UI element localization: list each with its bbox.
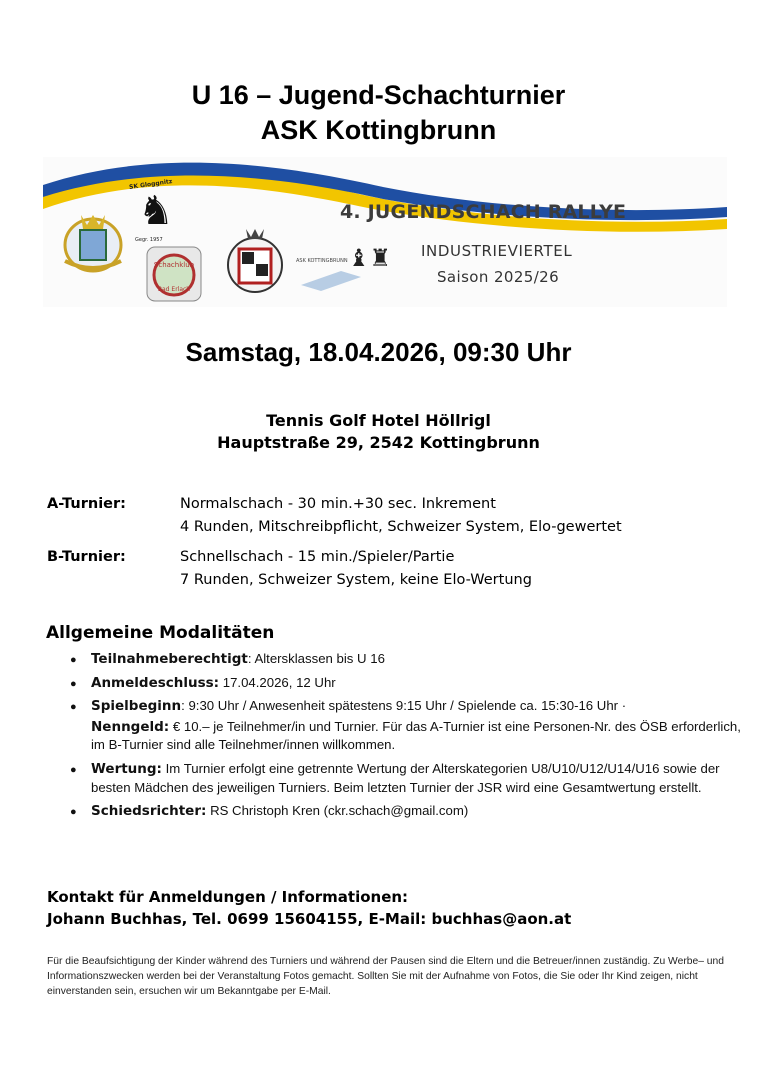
event-date: Samstag, 18.04.2026, 09:30 Uhr bbox=[185, 337, 572, 367]
list-item bbox=[66, 650, 756, 669]
item-value: 17.04.2026, 12 Uhr bbox=[222, 674, 336, 690]
item-value: Im Turnier erfolgt eine getrennte Wertung der Alterskategorien U8/U10/U12/U14/U16 sowie der besten Mädchen des jeweiligen Turniers. Beim letzten Turnier der JSR wird eine Gesamtwertung erstellt. bbox=[91, 760, 720, 795]
item-key: Schiedsrichter: bbox=[91, 803, 207, 820]
bullet-icon: ● bbox=[70, 654, 77, 666]
club-label: SK Gloggnitz bbox=[128, 178, 173, 191]
item-value: RS Christoph Kren (ckr.schach@gmail.com) bbox=[210, 803, 469, 819]
contact-details: Johann Buchhas, Tel. 0699 15604155, E-Mail: buchhas@aon.at bbox=[47, 910, 572, 928]
center-crest-icon bbox=[228, 229, 282, 292]
list-item bbox=[66, 760, 756, 797]
item-value: 9:30 Uhr / Anwesenheit spätestens 9:15 Uhr / Spielende ca. 15:30-16 Uhr · bbox=[188, 698, 627, 714]
tournament-b-label: B-Turnier: bbox=[47, 549, 126, 565]
svg-text:Bad Erlach: Bad Erlach bbox=[157, 286, 191, 293]
venue-address: Hauptstraße 29, 2542 Kottingbrunn bbox=[217, 433, 540, 452]
item-key: Teilnahmeberechtigt bbox=[91, 651, 248, 667]
item-key: Spielbeginn bbox=[91, 698, 182, 715]
item-sep: : bbox=[247, 651, 255, 666]
modalities-list bbox=[66, 650, 756, 826]
item-value: Altersklassen bis U 16 bbox=[254, 651, 385, 666]
list-item bbox=[66, 802, 756, 821]
item-key: Anmeldeschluss: bbox=[91, 674, 220, 691]
rallye-banner bbox=[43, 157, 727, 307]
item-value: € 10.– je Teilnehmer/in und Turnier. Für das A-Turnier ist eine Personen-Nr. des ÖSB erforderlich, im B-Turnier sind alle Teilnehmer/innen willkommen. bbox=[91, 718, 741, 753]
bullet-icon: ● bbox=[70, 806, 77, 819]
venue-name: Tennis Golf Hotel Höllrigl bbox=[266, 411, 491, 430]
tournament-b-line1: Schnellschach - 15 min./Spieler/Partie bbox=[180, 549, 455, 565]
footnote: Für die Beaufsichtigung der Kinder während des Turniers und während der Pausen sind die Eltern und die Betreuer/innen zuständig. Zu Werbe– und Informationszwecken werden bei der Veranstaltung Fotos gemacht. Sollten Sie mit der Aufnahme von Fotos, die Sie oder Ihr Kind zeigen, nicht einverstanden sein, ersuchen wir um Bekanntgabe per E-Mail. bbox=[47, 956, 724, 997]
page-title: U 16 – Jugend-Schachturnier bbox=[191, 80, 566, 110]
bullet-icon: ● bbox=[70, 763, 77, 776]
tournament-a-line2: 4 Runden, Mitschreibpflicht, Schweizer System, Elo-gewertet bbox=[180, 519, 622, 535]
tournament-a-line1: Normalschach - 30 min.+30 sec. Inkrement bbox=[180, 496, 496, 512]
tournament-b-line2: 7 Runden, Schweizer System, keine Elo-Wertung bbox=[180, 572, 532, 588]
page-subtitle: ASK Kottingbrunn bbox=[260, 115, 497, 145]
ask-logo-icon bbox=[301, 271, 361, 291]
ask-label: ASK KOTTINGBRUNN bbox=[296, 258, 348, 264]
club-badge-icon bbox=[147, 247, 201, 301]
tournament-a-label: A-Turnier: bbox=[47, 496, 126, 512]
club-year: Gegr. 1957 bbox=[135, 237, 163, 243]
knight-icon: ♞ bbox=[138, 188, 174, 234]
modalities-heading: Allgemeine Modalitäten bbox=[46, 623, 275, 643]
banner-subtitle: INDUSTRIEVIERTEL bbox=[421, 242, 573, 260]
contact-heading: Kontakt für Anmeldungen / Informationen: bbox=[47, 888, 409, 906]
bullet-icon: ● bbox=[70, 701, 77, 714]
list-item bbox=[66, 697, 756, 716]
item-key: Wertung: bbox=[91, 760, 162, 777]
svg-text:Schachklub: Schachklub bbox=[153, 261, 195, 269]
banner-title: 4. JUGENDSCHACH RALLYE bbox=[340, 201, 627, 223]
bullet-icon: ● bbox=[70, 677, 77, 690]
item-key: Nenngeld: bbox=[91, 718, 170, 735]
list-item bbox=[66, 674, 756, 693]
item-sep: : bbox=[181, 698, 189, 714]
chess-pieces-icon: ♝♜ bbox=[348, 244, 392, 272]
banner-season: Saison 2025/26 bbox=[437, 268, 560, 286]
list-item bbox=[66, 718, 756, 755]
crest-icon bbox=[65, 215, 121, 271]
